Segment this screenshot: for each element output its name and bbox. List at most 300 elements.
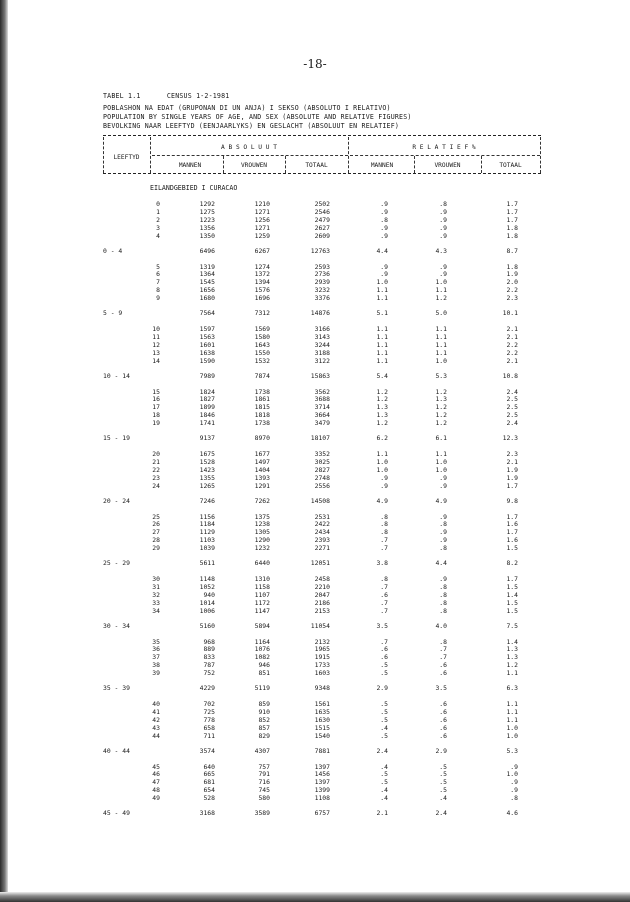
cell-rv: .9 (439, 575, 447, 583)
census-label: CENSUS 1-2-1981 (166, 92, 230, 100)
cell-rv: .6 (439, 669, 447, 678)
cell-rv: .6 (439, 731, 447, 740)
cell-v: 1256 (254, 215, 270, 224)
cell-rm: .7 (380, 606, 388, 615)
cell-v: 1076 (254, 645, 270, 654)
cell-v: 7312 (254, 309, 270, 317)
table-header-bottom-rule (103, 173, 541, 174)
cell-v: 580 (258, 794, 270, 803)
cell-v: 1310 (254, 575, 270, 583)
cell-v: 7262 (254, 496, 270, 505)
cell-rm: 1.1 (376, 294, 388, 303)
cell-age: 30 (152, 575, 160, 583)
cell-age: 20 - 24 (103, 496, 130, 505)
cell-age: 17 (152, 403, 160, 412)
cell-age: 48 (152, 786, 160, 795)
cell-v: 1677 (254, 450, 270, 458)
cell-age: 47 (152, 778, 160, 787)
cell-t: 15863 (310, 371, 330, 380)
cell-v: 1372 (254, 270, 270, 279)
cell-t: 2546 (314, 207, 330, 216)
cell-age: 42 (152, 715, 160, 724)
cell-rv: .8 (439, 598, 447, 607)
cell-rt: 1.7 (506, 575, 518, 583)
cell-rv: 6.1 (435, 434, 447, 442)
cell-rm: 1.0 (376, 465, 388, 474)
cell-age: 0 - 4 (103, 246, 123, 255)
cell-rt: 7.5 (506, 621, 518, 630)
cell-m: 1563 (199, 332, 215, 341)
cell-age: 5 (156, 262, 160, 271)
cell-m: 3168 (199, 809, 215, 817)
cell-rt: .9 (510, 778, 518, 787)
cell-t: 3352 (314, 450, 330, 458)
cell-rm: .7 (380, 544, 388, 553)
cell-rt: 1.3 (506, 653, 518, 662)
cell-rt: 1.8 (506, 262, 518, 271)
cell-m: 9137 (199, 434, 215, 442)
cell-age: 34 (152, 606, 160, 615)
cell-rt: 2.3 (506, 294, 518, 303)
cell-rv: 1.2 (435, 403, 447, 412)
cell-rt: 12.3 (502, 434, 518, 442)
cell-rt: 1.7 (506, 200, 518, 208)
cell-m: 711 (203, 731, 215, 740)
cell-rm: .4 (380, 723, 388, 732)
cell-t: 2609 (314, 231, 330, 240)
cell-age: 45 (152, 762, 160, 771)
cell-age: 19 (152, 419, 160, 428)
cell-rv: 2.4 (435, 809, 447, 817)
cell-age: 4 (156, 231, 160, 240)
cell-v: 851 (258, 669, 270, 678)
cell-age: 8 (156, 286, 160, 295)
cell-rt: 2.5 (506, 411, 518, 420)
cell-v: 1210 (254, 200, 270, 208)
cell-rt: 2.0 (506, 278, 518, 287)
cell-v: 1271 (254, 223, 270, 232)
cell-v: 1147 (254, 606, 270, 615)
cell-m: 1129 (199, 528, 215, 537)
cell-m: 1148 (199, 575, 215, 583)
cell-v: 6267 (254, 246, 270, 255)
cell-m: 7989 (199, 371, 215, 380)
cell-rv: 1.1 (435, 450, 447, 458)
cell-rv: 4.9 (435, 496, 447, 505)
cell-v: 1738 (254, 419, 270, 428)
cell-t: 1635 (314, 707, 330, 716)
cell-t: 1515 (314, 723, 330, 732)
cell-rt: 4.6 (506, 809, 518, 817)
cell-m: 1827 (199, 395, 215, 404)
cell-age: 10 (152, 325, 160, 333)
cell-t: 3188 (314, 348, 330, 357)
cell-rm: .9 (380, 481, 388, 490)
cell-age: 35 - 39 (103, 684, 130, 692)
cell-v: 7874 (254, 371, 270, 380)
cell-m: 833 (203, 653, 215, 662)
cell-rv: 1.1 (435, 340, 447, 349)
cell-t: 1630 (314, 715, 330, 724)
cell-age: 32 (152, 590, 160, 599)
cell-m: 787 (203, 661, 215, 670)
cell-m: 4229 (199, 684, 215, 692)
cell-m: 5160 (199, 621, 215, 630)
cell-t: 2047 (314, 590, 330, 599)
cell-rv: .9 (439, 270, 447, 279)
cell-rv: 1.3 (435, 395, 447, 404)
cell-rv: 1.0 (435, 465, 447, 474)
cell-t: 2502 (314, 200, 330, 208)
cell-rm: .7 (380, 536, 388, 545)
cell-t: 3376 (314, 294, 330, 303)
cell-rm: .5 (380, 707, 388, 716)
cell-m: 725 (203, 707, 215, 716)
cell-v: 1643 (254, 340, 270, 349)
cell-t: 1456 (314, 770, 330, 779)
cell-rm: 1.1 (376, 356, 388, 365)
cell-rm: .4 (380, 786, 388, 795)
cell-v: 1818 (254, 411, 270, 420)
cell-t: 2153 (314, 606, 330, 615)
cell-m: 528 (203, 794, 215, 803)
cell-t: 6757 (314, 809, 330, 817)
table-row (0, 294, 630, 303)
table-subtotal-row (0, 559, 630, 568)
cell-v: 791 (258, 770, 270, 779)
cell-rm: .4 (380, 794, 388, 803)
cell-rm: 1.2 (376, 419, 388, 428)
cell-rt: 1.7 (506, 512, 518, 521)
cell-age: 36 (152, 645, 160, 654)
cell-age: 3 (156, 223, 160, 232)
cell-t: 18107 (310, 434, 330, 442)
cell-rv: .6 (439, 707, 447, 716)
cell-age: 35 (152, 637, 160, 646)
cell-v: 1291 (254, 481, 270, 490)
cell-m: 1103 (199, 536, 215, 545)
cell-rv: .9 (439, 536, 447, 545)
cell-rv: .9 (439, 473, 447, 482)
cell-age: 43 (152, 723, 160, 732)
cell-rm: 3.5 (376, 621, 388, 630)
cell-age: 49 (152, 794, 160, 803)
cell-m: 1741 (199, 419, 215, 428)
cell-rv: .8 (439, 590, 447, 599)
cell-rv: 1.1 (435, 325, 447, 333)
cell-rt: 1.9 (506, 465, 518, 474)
cell-rm: 5.1 (376, 309, 388, 317)
cell-t: 3244 (314, 340, 330, 349)
cell-v: 1815 (254, 403, 270, 412)
cell-t: 12763 (310, 246, 330, 255)
cell-rv: .9 (439, 481, 447, 490)
cell-rt: 2.1 (506, 356, 518, 365)
cell-age: 30 - 34 (103, 621, 130, 630)
cell-rv: 1.0 (435, 278, 447, 287)
cell-rm: .9 (380, 223, 388, 232)
cell-rt: 1.7 (506, 481, 518, 490)
cell-t: 1733 (314, 661, 330, 670)
age-column-header: LEEFTYD (113, 154, 140, 161)
cell-age: 41 (152, 707, 160, 716)
cell-rt: 2.2 (506, 286, 518, 295)
cell-m: 5611 (199, 559, 215, 567)
cell-rv: 1.1 (435, 348, 447, 357)
cell-rt: 1.0 (506, 723, 518, 732)
cell-rt: 1.5 (506, 606, 518, 615)
cell-v: 1404 (254, 465, 270, 474)
cell-rv: .7 (439, 653, 447, 662)
cell-t: 11054 (310, 621, 330, 630)
cell-m: 1675 (199, 450, 215, 458)
cell-t: 3122 (314, 356, 330, 365)
cell-t: 3232 (314, 286, 330, 295)
cell-t: 2531 (314, 512, 330, 521)
cell-rt: 1.0 (506, 770, 518, 779)
cell-m: 7564 (199, 309, 215, 317)
cell-rt: 1.5 (506, 582, 518, 591)
cell-rt: 5.3 (506, 746, 518, 755)
cell-t: 1397 (314, 778, 330, 787)
cell-rt: 1.1 (506, 700, 518, 708)
cell-t: 2132 (314, 637, 330, 646)
cell-rt: 1.9 (506, 270, 518, 279)
cell-age: 27 (152, 528, 160, 537)
table-subtotal-row (0, 434, 630, 443)
cell-m: 752 (203, 669, 215, 678)
cell-rt: 2.4 (506, 387, 518, 396)
cell-age: 29 (152, 544, 160, 553)
cell-rv: .9 (439, 231, 447, 240)
cell-t: 3479 (314, 419, 330, 428)
cell-t: 9348 (314, 684, 330, 692)
cell-age: 44 (152, 731, 160, 740)
cell-rt: 1.5 (506, 598, 518, 607)
table-subtotal-row (0, 309, 630, 318)
cell-rm: 2.9 (376, 684, 388, 692)
cell-rm: 1.1 (376, 340, 388, 349)
cell-m: 1590 (199, 356, 215, 365)
cell-rv: .7 (439, 645, 447, 654)
cell-rm: 1.1 (376, 450, 388, 458)
cell-rv: .8 (439, 544, 447, 553)
cell-m: 940 (203, 590, 215, 599)
cell-age: 20 (152, 450, 160, 458)
cell-rt: 1.3 (506, 645, 518, 654)
cell-m: 1638 (199, 348, 215, 357)
cell-t: 2393 (314, 536, 330, 545)
cell-rm: 1.2 (376, 395, 388, 404)
cell-age: 39 (152, 669, 160, 678)
cell-rm: .9 (380, 200, 388, 208)
cell-rt: 8.2 (506, 559, 518, 567)
cell-v: 910 (258, 707, 270, 716)
cell-rt: 1.1 (506, 715, 518, 724)
cell-rv: 5.3 (435, 371, 447, 380)
cell-rv: .6 (439, 700, 447, 708)
cell-rm: 3.8 (376, 559, 388, 567)
cell-rm: .5 (380, 669, 388, 678)
cell-m: 702 (203, 700, 215, 708)
cell-age: 15 - 19 (103, 434, 130, 442)
page-number: -18- (303, 57, 327, 71)
cell-rv: .9 (439, 262, 447, 271)
cell-rm: 2.1 (376, 809, 388, 817)
col-divider-right (540, 137, 541, 173)
cell-m: 1006 (199, 606, 215, 615)
cell-v: 829 (258, 731, 270, 740)
table-label-line (103, 92, 229, 100)
cell-t: 1561 (314, 700, 330, 708)
table-row (0, 232, 630, 241)
cell-rt: 1.6 (506, 520, 518, 529)
cell-rm: .8 (380, 520, 388, 529)
cell-rt: 9.8 (506, 496, 518, 505)
cell-t: 2422 (314, 520, 330, 529)
cell-v: 1550 (254, 348, 270, 357)
cell-rm: .9 (380, 262, 388, 271)
cell-age: 40 - 44 (103, 746, 130, 755)
table-subtotal-row (0, 747, 630, 756)
cell-age: 26 (152, 520, 160, 529)
cell-m: 1350 (199, 231, 215, 240)
cell-v: 8970 (254, 434, 270, 442)
cell-rm: .6 (380, 590, 388, 599)
cell-rm: .8 (380, 575, 388, 583)
cell-t: 2210 (314, 582, 330, 591)
cell-rt: 2.5 (506, 395, 518, 404)
cell-age: 5 - 9 (103, 309, 123, 317)
cell-rt: 8.7 (506, 246, 518, 255)
table-subtotal-row (0, 372, 630, 381)
cell-v: 716 (258, 778, 270, 787)
cell-rm: .9 (380, 270, 388, 279)
cell-v: 1232 (254, 544, 270, 553)
cell-rm: .5 (380, 715, 388, 724)
cell-age: 11 (152, 332, 160, 341)
women-abs-header: VROUWEN (240, 162, 268, 169)
table-row (0, 607, 630, 616)
cell-m: 1824 (199, 387, 215, 396)
cell-rm: 2.4 (376, 746, 388, 755)
cell-age: 18 (152, 411, 160, 420)
cell-m: 1656 (199, 286, 215, 295)
cell-rm: 1.1 (376, 348, 388, 357)
cell-m: 6496 (199, 246, 215, 255)
table-subtotal-row (0, 684, 630, 693)
cell-rt: 2.2 (506, 340, 518, 349)
cell-t: 2458 (314, 575, 330, 583)
cell-rv: .8 (439, 606, 447, 615)
cell-rm: .5 (380, 731, 388, 740)
cell-m: 654 (203, 786, 215, 795)
cell-rt: 1.1 (506, 707, 518, 716)
cell-t: 1603 (314, 669, 330, 678)
cell-t: 2186 (314, 598, 330, 607)
cell-age: 45 - 49 (103, 809, 130, 817)
cell-t: 2434 (314, 528, 330, 537)
cell-t: 1965 (314, 645, 330, 654)
cell-rv: .9 (439, 512, 447, 521)
cell-rv: 1.1 (435, 286, 447, 295)
cell-rm: 6.2 (376, 434, 388, 442)
cell-t: 2271 (314, 544, 330, 553)
cell-age: 12 (152, 340, 160, 349)
cell-rt: 2.2 (506, 348, 518, 357)
cell-rm: 1.1 (376, 286, 388, 295)
cell-v: 852 (258, 715, 270, 724)
table-subtotal-row (0, 247, 630, 256)
table-subtotal-row (0, 809, 630, 818)
cell-rv: 4.3 (435, 246, 447, 255)
cell-t: 2827 (314, 465, 330, 474)
cell-t: 2939 (314, 278, 330, 287)
cell-rt: 10.1 (502, 309, 518, 317)
cell-t: 3664 (314, 411, 330, 420)
cell-age: 0 (156, 200, 160, 208)
cell-v: 1082 (254, 653, 270, 662)
cell-v: 1580 (254, 332, 270, 341)
cell-age: 23 (152, 473, 160, 482)
cell-t: 1915 (314, 653, 330, 662)
cell-rv: .5 (439, 770, 447, 779)
table-row (0, 419, 630, 428)
relative-subheader-rule (350, 155, 540, 156)
table-row (0, 482, 630, 491)
cell-t: 1540 (314, 731, 330, 740)
cell-m: 1319 (199, 262, 215, 271)
cell-rt: .8 (510, 794, 518, 803)
cell-m: 1528 (199, 457, 215, 466)
cell-rt: 2.5 (506, 403, 518, 412)
cell-v: 1497 (254, 457, 270, 466)
cell-rt: 1.8 (506, 223, 518, 232)
cell-v: 1696 (254, 294, 270, 303)
cell-rm: .7 (380, 582, 388, 591)
cell-v: 1238 (254, 520, 270, 529)
cell-m: 1597 (199, 325, 215, 333)
cell-age: 28 (152, 536, 160, 545)
cell-rv: .6 (439, 723, 447, 732)
cell-rm: .4 (380, 762, 388, 771)
cell-rv: .9 (439, 223, 447, 232)
cell-m: 1184 (199, 520, 215, 529)
cell-rv: 1.0 (435, 457, 447, 466)
cell-rm: 1.0 (376, 457, 388, 466)
cell-v: 1305 (254, 528, 270, 537)
cell-m: 640 (203, 762, 215, 771)
cell-t: 3714 (314, 403, 330, 412)
cell-age: 38 (152, 661, 160, 670)
cell-m: 1364 (199, 270, 215, 279)
cell-m: 1601 (199, 340, 215, 349)
cell-rm: .6 (380, 653, 388, 662)
cell-rm: .8 (380, 528, 388, 537)
cell-rm: 5.4 (376, 371, 388, 380)
cell-rt: 2.4 (506, 419, 518, 428)
cell-t: 7881 (314, 746, 330, 755)
cell-rm: .5 (380, 700, 388, 708)
cell-age: 15 (152, 387, 160, 396)
cell-rv: .9 (439, 528, 447, 537)
cell-rt: .9 (510, 786, 518, 795)
cell-rv: 2.9 (435, 746, 447, 755)
cell-rt: 2.3 (506, 450, 518, 458)
women-rel-header: VROUWEN (434, 162, 461, 169)
cell-rv: .6 (439, 715, 447, 724)
cell-age: 9 (156, 294, 160, 303)
